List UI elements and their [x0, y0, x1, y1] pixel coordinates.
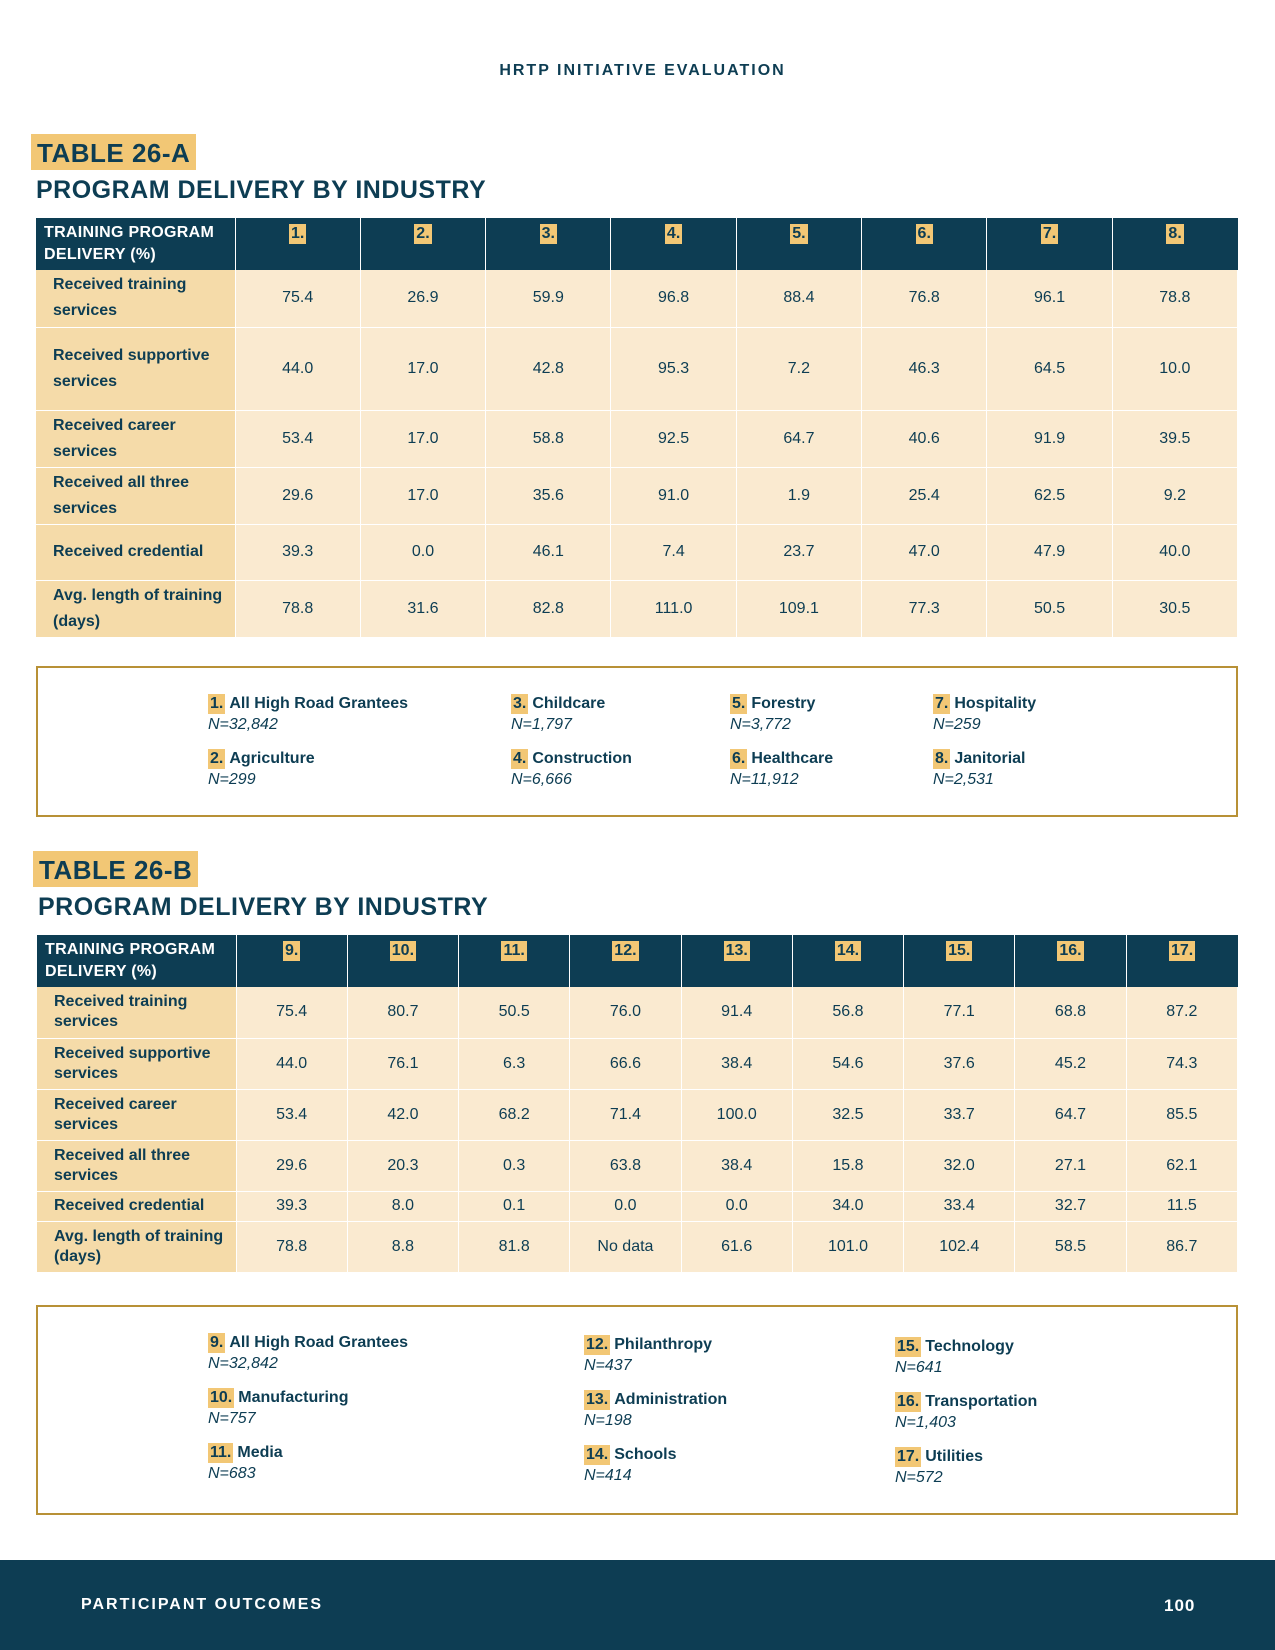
legend-number-badge: 5. — [732, 695, 746, 712]
table-cell: 63.8 — [570, 1140, 681, 1191]
legend-item-name: Janitorial — [954, 750, 1026, 767]
column-number-badge: 8. — [1168, 225, 1182, 242]
table-a-label: TABLE 26-A — [31, 134, 196, 170]
legend-item-count: N=259 — [933, 716, 981, 733]
legend-number-badge: 2. — [210, 750, 224, 767]
table-b-col-header — [236, 935, 347, 987]
table-cell: 64.7 — [736, 410, 861, 467]
table-cell: 29.6 — [236, 1140, 347, 1191]
table-cell: 1.9 — [736, 467, 861, 524]
legend-item — [208, 749, 315, 791]
row-label: Avg. length of training (days) — [36, 580, 235, 637]
table-b — [37, 935, 1238, 1273]
column-number-badge: 12. — [614, 942, 637, 959]
legend-item-name: Agriculture — [229, 750, 315, 767]
legend-number-badge: 8. — [935, 750, 949, 767]
table-cell: 27.1 — [1015, 1140, 1126, 1191]
legend-item-name: Philanthropy — [614, 1336, 713, 1353]
table-row — [36, 410, 1238, 467]
column-number-badge: 1. — [290, 225, 305, 242]
table-b-legend — [36, 1305, 1238, 1515]
table-cell: 78.8 — [1112, 270, 1237, 327]
row-label: Received all three services — [37, 1140, 236, 1191]
table-cell: 20.3 — [347, 1140, 458, 1191]
table-cell: 17.0 — [360, 327, 485, 410]
table-cell: 47.9 — [987, 524, 1112, 580]
column-number-badge: 7. — [1042, 225, 1057, 242]
table-a-legend — [36, 666, 1238, 817]
column-number-badge: 10. — [391, 942, 415, 959]
table-a-col-header — [486, 218, 611, 270]
legend-item-name: Schools — [614, 1446, 677, 1463]
row-label: Received career services — [36, 410, 235, 467]
table-cell: 0.1 — [459, 1191, 570, 1221]
table-cell: 30.5 — [1112, 580, 1237, 637]
table-b-col-header — [1015, 935, 1126, 987]
legend-number-badge: 14. — [586, 1446, 609, 1463]
legend-item-name: Media — [237, 1444, 283, 1461]
table-b-title: PROGRAM DELIVERY BY INDUSTRY — [38, 893, 489, 921]
table-b-col-header — [570, 935, 681, 987]
table-cell: 77.3 — [862, 580, 987, 637]
table-cell: 46.1 — [486, 524, 611, 580]
row-label: Received supportive services — [37, 1038, 236, 1089]
table-cell: 33.7 — [904, 1089, 1015, 1140]
table-cell: 45.2 — [1015, 1038, 1126, 1089]
legend-item-name: Forestry — [751, 695, 816, 712]
table-cell: 91.9 — [987, 410, 1112, 467]
row-label: Avg. length of training (days) — [37, 1221, 236, 1272]
table-cell: 109.1 — [736, 580, 861, 637]
table-cell: 35.6 — [486, 467, 611, 524]
table-cell: 38.4 — [681, 1140, 792, 1191]
legend-item-count: N=32,842 — [208, 716, 278, 733]
table-b-corner-header: TRAINING PROGRAM DELIVERY (%) — [37, 935, 236, 987]
table-row — [36, 327, 1238, 410]
legend-item — [584, 1335, 712, 1377]
table-cell: 39.3 — [235, 524, 360, 580]
table-row — [36, 467, 1238, 524]
table-cell: 87.2 — [1126, 987, 1237, 1038]
table-cell: 88.4 — [736, 270, 861, 327]
legend-number-badge: 7. — [935, 695, 949, 712]
legend-item-count: N=3,772 — [730, 716, 791, 733]
table-cell: 59.9 — [486, 270, 611, 327]
table-cell: 32.7 — [1015, 1191, 1126, 1221]
table-cell: 74.3 — [1126, 1038, 1237, 1089]
table-b-col-header — [792, 935, 903, 987]
table-b-col-header — [347, 935, 458, 987]
table-cell: 40.0 — [1112, 524, 1237, 580]
table-cell: 91.0 — [611, 467, 736, 524]
table-cell: 26.9 — [360, 270, 485, 327]
table-cell: 76.8 — [862, 270, 987, 327]
table-cell: 50.5 — [459, 987, 570, 1038]
table-cell: 62.5 — [987, 467, 1112, 524]
table-cell: 0.0 — [360, 524, 485, 580]
table-cell: 7.2 — [736, 327, 861, 410]
table-cell: 0.3 — [459, 1140, 570, 1191]
table-cell: 96.8 — [611, 270, 736, 327]
row-label: Received credential — [37, 1191, 236, 1221]
table-b-header-row — [37, 935, 1238, 987]
column-number-badge: 15. — [948, 942, 971, 959]
legend-item-name: Utilities — [925, 1448, 984, 1465]
table-a-col-header — [235, 218, 360, 270]
legend-item — [730, 749, 833, 791]
table-a-col-header — [1112, 218, 1237, 270]
table-row — [37, 1191, 1238, 1221]
table-b-col-header — [1126, 935, 1237, 987]
table-cell: 0.0 — [681, 1191, 792, 1221]
legend-item — [511, 749, 632, 791]
table-b-col-header — [681, 935, 792, 987]
legend-item-name: Hospitality — [954, 695, 1037, 712]
table-cell: 8.0 — [347, 1191, 458, 1221]
legend-item — [933, 694, 1036, 736]
table-cell: 38.4 — [681, 1038, 792, 1089]
table-b-label: TABLE 26-B — [33, 851, 198, 887]
column-number-badge: 16. — [1059, 942, 1082, 959]
legend-item — [208, 1333, 408, 1375]
table-a-col-header — [611, 218, 736, 270]
row-label: Received training services — [36, 270, 235, 327]
legend-item — [730, 694, 815, 736]
column-number-badge: 4. — [666, 225, 681, 242]
table-cell: 39.5 — [1112, 410, 1237, 467]
legend-item-count: N=757 — [208, 1410, 256, 1427]
table-a-header-row — [36, 218, 1238, 270]
table-cell: 25.4 — [862, 467, 987, 524]
legend-number-badge: 1. — [210, 695, 224, 712]
table-cell: 17.0 — [360, 410, 485, 467]
legend-number-badge: 9. — [210, 1334, 224, 1351]
legend-item — [933, 749, 1025, 791]
table-cell: 37.6 — [904, 1038, 1015, 1089]
table-cell: 82.8 — [486, 580, 611, 637]
table-row — [36, 524, 1238, 580]
table-cell: 81.8 — [459, 1221, 570, 1272]
table-cell: 40.6 — [862, 410, 987, 467]
table-cell: 50.5 — [987, 580, 1112, 637]
table-a-corner-header: TRAINING PROGRAM DELIVERY (%) — [36, 218, 235, 270]
table-a-col-header — [360, 218, 485, 270]
page-number: 100 — [1164, 1596, 1196, 1615]
table-row — [37, 987, 1238, 1038]
table-cell: 15.8 — [792, 1140, 903, 1191]
table-cell: 75.4 — [236, 987, 347, 1038]
table-cell: 42.8 — [486, 327, 611, 410]
legend-item-count: N=32,842 — [208, 1355, 278, 1372]
legend-item — [584, 1445, 676, 1487]
column-number-badge: 11. — [503, 942, 525, 959]
legend-item-count: N=11,912 — [730, 771, 799, 788]
table-cell: 101.0 — [792, 1221, 903, 1272]
legend-item-name: Construction — [532, 750, 632, 767]
column-number-badge: 2. — [416, 225, 430, 242]
legend-item-count: N=572 — [895, 1469, 943, 1486]
table-cell: 76.1 — [347, 1038, 458, 1089]
table-cell: 68.8 — [1015, 987, 1126, 1038]
legend-item-count: N=1,797 — [511, 716, 572, 733]
column-number-badge: 3. — [541, 225, 555, 242]
table-a-col-header — [987, 218, 1112, 270]
legend-item — [895, 1447, 983, 1489]
column-number-badge: 5. — [792, 225, 806, 242]
legend-item-name: All High Road Grantees — [229, 1334, 409, 1351]
page-header: HRTP INITIATIVE EVALUATION — [499, 62, 786, 79]
table-cell: 64.7 — [1015, 1089, 1126, 1140]
table-cell: 46.3 — [862, 327, 987, 410]
table-cell: 61.6 — [681, 1221, 792, 1272]
legend-item — [208, 1443, 283, 1485]
table-cell: 44.0 — [236, 1038, 347, 1089]
table-cell: 62.1 — [1126, 1140, 1237, 1191]
table-cell: 76.0 — [570, 987, 681, 1038]
table-cell: 86.7 — [1126, 1221, 1237, 1272]
legend-number-badge: 17. — [897, 1448, 920, 1465]
table-cell: 85.5 — [1126, 1089, 1237, 1140]
table-row — [37, 1089, 1238, 1140]
table-a-title: PROGRAM DELIVERY BY INDUSTRY — [36, 176, 487, 204]
table-cell: 56.8 — [792, 987, 903, 1038]
table-cell: 102.4 — [904, 1221, 1015, 1272]
legend-number-badge: 12. — [586, 1336, 609, 1353]
table-cell: 54.6 — [792, 1038, 903, 1089]
legend-item-count: N=414 — [584, 1467, 632, 1484]
table-cell: 58.8 — [486, 410, 611, 467]
column-number-badge: 14. — [836, 942, 860, 959]
table-b-col-header — [904, 935, 1015, 987]
legend-item-name: Childcare — [532, 695, 606, 712]
table-cell: 10.0 — [1112, 327, 1237, 410]
legend-item — [511, 694, 605, 736]
table-cell: 66.6 — [570, 1038, 681, 1089]
legend-item — [208, 1388, 348, 1430]
table-cell: 42.0 — [347, 1089, 458, 1140]
legend-item — [584, 1390, 727, 1432]
table-cell: 53.4 — [236, 1089, 347, 1140]
table-a — [36, 218, 1238, 638]
footer-section-title: PARTICIPANT OUTCOMES — [81, 1596, 324, 1613]
table-cell: 80.7 — [347, 987, 458, 1038]
table-cell: 111.0 — [611, 580, 736, 637]
page-footer — [0, 1560, 1275, 1650]
table-cell: 29.6 — [235, 467, 360, 524]
legend-item-name: Technology — [925, 1338, 1014, 1355]
legend-item-count: N=2,531 — [933, 771, 994, 788]
table-cell: 32.0 — [904, 1140, 1015, 1191]
table-cell: 75.4 — [235, 270, 360, 327]
legend-number-badge: 16. — [897, 1393, 920, 1410]
table-cell: 6.3 — [459, 1038, 570, 1089]
legend-number-badge: 6. — [732, 750, 746, 767]
table-cell: 100.0 — [681, 1089, 792, 1140]
table-cell: 92.5 — [611, 410, 736, 467]
table-a-col-header — [862, 218, 987, 270]
table-cell: 47.0 — [862, 524, 987, 580]
legend-number-badge: 10. — [210, 1389, 233, 1406]
column-number-badge: 17. — [1170, 942, 1194, 959]
table-cell: 68.2 — [459, 1089, 570, 1140]
table-cell: 8.8 — [347, 1221, 458, 1272]
column-number-badge: 6. — [917, 225, 931, 242]
table-cell: 95.3 — [611, 327, 736, 410]
row-label: Received training services — [37, 987, 236, 1038]
table-cell: 53.4 — [235, 410, 360, 467]
legend-item-name: Healthcare — [751, 750, 834, 767]
table-cell: 11.5 — [1126, 1191, 1237, 1221]
legend-item-count: N=6,666 — [511, 771, 572, 788]
table-cell: 0.0 — [570, 1191, 681, 1221]
legend-item-count: N=437 — [584, 1357, 632, 1374]
row-label: Received supportive services — [36, 327, 235, 410]
legend-number-badge: 13. — [586, 1391, 609, 1408]
legend-item — [895, 1337, 1014, 1379]
table-cell: 78.8 — [236, 1221, 347, 1272]
legend-item — [895, 1392, 1037, 1434]
table-cell: No data — [570, 1221, 681, 1272]
row-label: Received credential — [36, 524, 235, 580]
table-cell: 9.2 — [1112, 467, 1237, 524]
table-b-col-header — [459, 935, 570, 987]
table-cell: 91.4 — [681, 987, 792, 1038]
legend-item-count: N=299 — [208, 771, 256, 788]
legend-number-badge: 11. — [210, 1444, 232, 1461]
table-cell: 77.1 — [904, 987, 1015, 1038]
legend-item-count: N=1,403 — [895, 1414, 956, 1431]
table-cell: 64.5 — [987, 327, 1112, 410]
table-row — [37, 1140, 1238, 1191]
table-cell: 71.4 — [570, 1089, 681, 1140]
table-cell: 39.3 — [236, 1191, 347, 1221]
table-cell: 96.1 — [987, 270, 1112, 327]
table-cell: 17.0 — [360, 467, 485, 524]
column-number-badge: 9. — [284, 942, 299, 959]
table-row — [37, 1221, 1238, 1272]
table-cell: 31.6 — [360, 580, 485, 637]
legend-item-name: Transportation — [925, 1393, 1038, 1410]
row-label: Received career services — [37, 1089, 236, 1140]
table-row — [37, 1038, 1238, 1089]
table-cell: 33.4 — [904, 1191, 1015, 1221]
legend-item-count: N=683 — [208, 1465, 256, 1482]
legend-item-name: Administration — [614, 1391, 728, 1408]
table-a-col-header — [736, 218, 861, 270]
table-cell: 34.0 — [792, 1191, 903, 1221]
table-cell: 58.5 — [1015, 1221, 1126, 1272]
column-number-badge: 13. — [725, 942, 748, 959]
legend-number-badge: 15. — [897, 1338, 920, 1355]
legend-item — [208, 694, 408, 736]
row-label: Received all three services — [36, 467, 235, 524]
table-cell: 7.4 — [611, 524, 736, 580]
table-cell: 78.8 — [235, 580, 360, 637]
table-cell: 23.7 — [736, 524, 861, 580]
table-cell: 44.0 — [235, 327, 360, 410]
legend-item-name: Manufacturing — [238, 1389, 349, 1406]
legend-item-name: All High Road Grantees — [229, 695, 409, 712]
legend-number-badge: 3. — [513, 695, 527, 712]
table-row — [36, 580, 1238, 637]
legend-item-count: N=198 — [584, 1412, 632, 1429]
legend-number-badge: 4. — [513, 750, 527, 767]
table-cell: 32.5 — [792, 1089, 903, 1140]
table-row — [36, 270, 1238, 327]
legend-item-count: N=641 — [895, 1359, 943, 1376]
